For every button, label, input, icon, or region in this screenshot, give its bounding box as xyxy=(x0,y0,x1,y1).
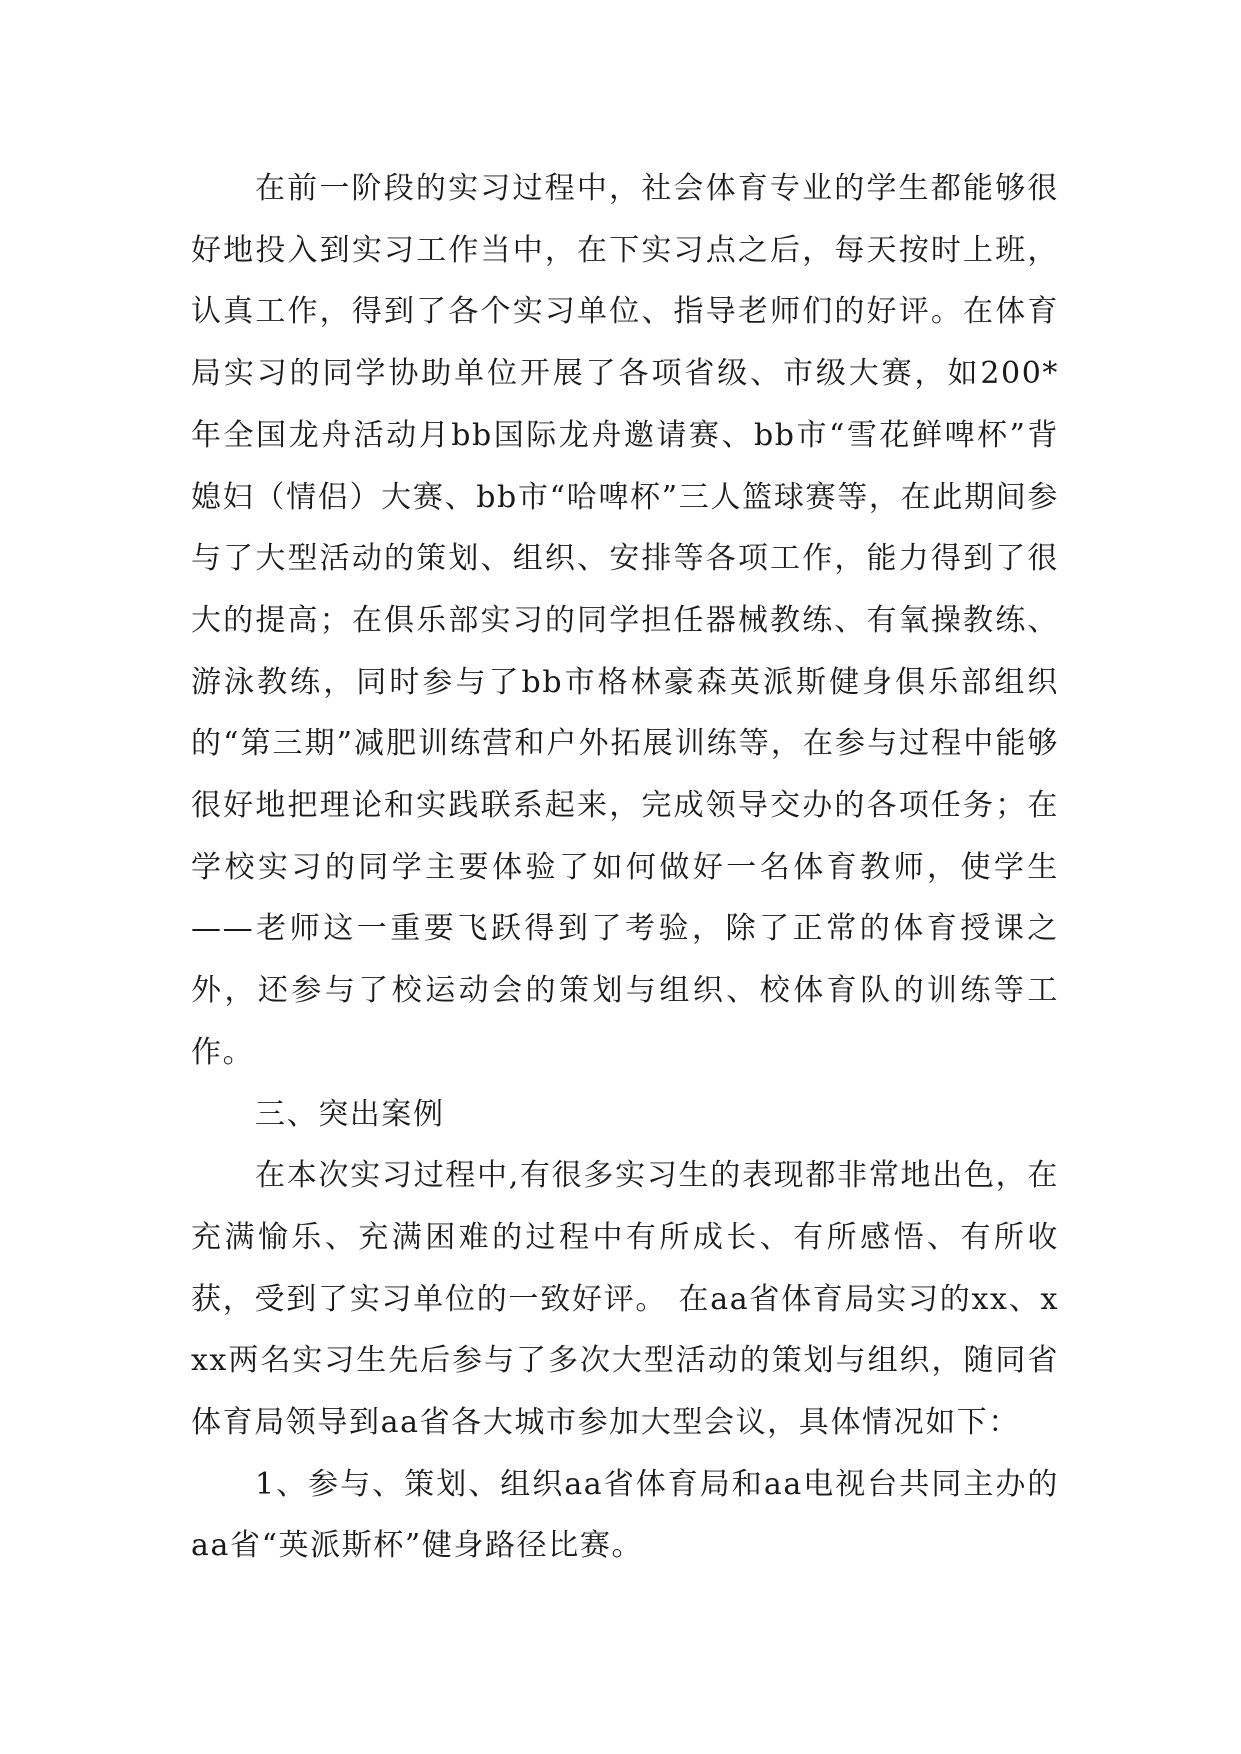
paragraph-internship-overview: 在前一阶段的实习过程中，社会体育专业的学生都能够很好地投入到实习工作当中，在下实习点之后，每天按时上班，认真工作，得到了各个实习单位、指导老师们的好评。在体育局实习的同学协助单位开展了各项省级、市级大赛，如200*年全国龙舟活动月bb国际龙舟邀请赛、bb市“雪花鲜啤杯”背媳妇（情侣）大赛、bb市“哈啤杯”三人篮球赛等，在此期间参与了大型活动的策划、组织、安排等各项工作，能力得到了很大的提高；在俱乐部实习的同学担任器械教练、有氧操教练、游泳教练，同时参与了bb市格林豪森英派斯健身俱乐部组织的“第三期”减肥训练营和户外拓展训练等，在参与过程中能够很好地把理论和实践联系起来，完成领导交办的各项任务；在学校实习的同学主要体验了如何做好一名体育教师，使学生——老师这一重要飞跃得到了考验，除了正常的体育授课之外，还参与了校运动会的策划与组织、校体育队的训练等工作。 xyxy=(191,171,1059,1070)
section-heading-outstanding-cases: 三、突出案例 xyxy=(255,1096,445,1132)
document-body xyxy=(191,158,1059,1577)
paragraph-outstanding-interns: 在本次实习过程中,有很多实习生的表现都非常地出色，在充满愉乐、充满困难的过程中有所成长、有所感悟、有所收获，受到了实习单位的一致好评。 在aa省体育局实习的xx、xxx两名实习生先后参与了多次大型活动的策划与组织，随同省体育局领导到aa省各大城市参加大型会议，具体情况如下： xyxy=(191,1158,1059,1441)
paragraph-item-1: 1、参与、策划、组织aa省体育局和aa电视台共同主办的aa省“英派斯杯”健身路径比赛。 xyxy=(191,1466,1059,1564)
